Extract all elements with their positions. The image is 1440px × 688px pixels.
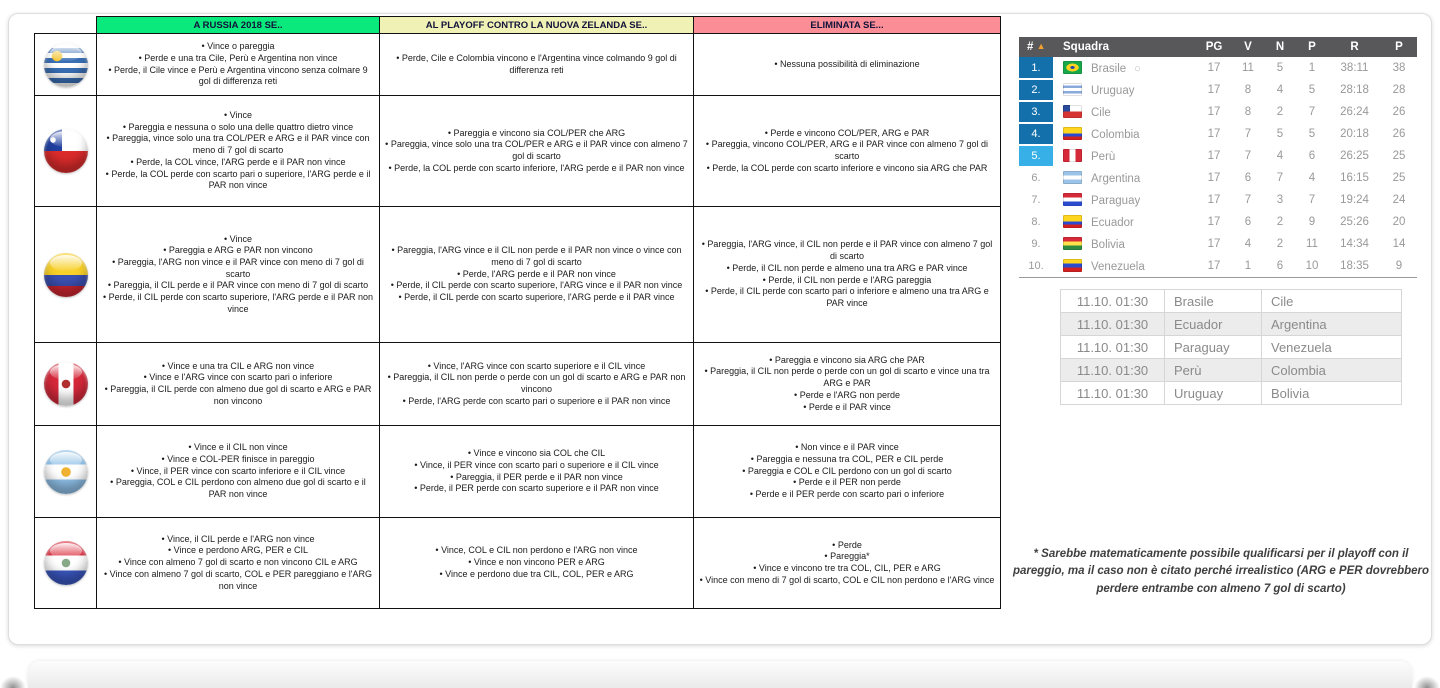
uruguay-flag-icon bbox=[44, 43, 88, 87]
venezuela-flag-icon bbox=[1063, 259, 1082, 272]
team-name: Paraguay bbox=[1091, 195, 1141, 207]
paraguay-flag-icon bbox=[44, 541, 88, 585]
rank-cell: 7. bbox=[1019, 189, 1053, 211]
team-name: Ecuador bbox=[1091, 217, 1134, 229]
fixture-datetime: 11.10. 01:30 bbox=[1061, 382, 1165, 405]
team-name: Colombia bbox=[1091, 129, 1140, 141]
scenario-row-uruguay bbox=[35, 34, 1001, 96]
scenarios-header-row bbox=[35, 17, 1001, 34]
argentina-flag-icon bbox=[1063, 171, 1082, 184]
scenario-row-cile bbox=[35, 96, 1001, 207]
fixture-row bbox=[1061, 313, 1402, 336]
fixture-away-team: Cile bbox=[1262, 290, 1402, 313]
sort-asc-icon: ▲ bbox=[1036, 41, 1046, 51]
uruguay-playoff-conditions: • Perde, Cile e Colombia vincono e l'Argentina vince colmando 9 gol di differenza reti bbox=[380, 34, 694, 96]
fixtures-table bbox=[1060, 289, 1402, 405]
standings-header-row bbox=[1019, 37, 1417, 57]
scenario-row-peru bbox=[35, 343, 1001, 426]
chile-flag-icon bbox=[44, 129, 88, 173]
argentina-russia-conditions: • Vince e il CIL non vince • Vince e COL-PER finisce in pareggio • Vince, il PER vince con scarto inferiore e il CIL vince • Pareggia, COL e CIL perdono con almeno due gol di scarto e il PAR non vince bbox=[97, 426, 380, 518]
paraguay-eliminated-conditions: • Perde • Pareggia* • Vince e vincono tre tra COL, CIL, PER e ARG • Vince con meno di 7 gol di scarto, COL e CIL non perdono e l'ARG vince bbox=[694, 518, 1001, 609]
rank-cell: 1. bbox=[1019, 57, 1053, 79]
team-name: Venezuela bbox=[1091, 260, 1145, 273]
cile-playoff-conditions: • Pareggia e vincono sia COL/PER che ARG • Pareggia, vince solo una tra COL/PER e ARG e il PAR vince con almeno 7 gol di scarto • Perde, la COL perde con scarto inferiore, l'ARG perde e il PAR non vince bbox=[380, 96, 694, 207]
fixture-home-team: Paraguay bbox=[1165, 336, 1262, 359]
fixture-row bbox=[1061, 359, 1402, 382]
scenario-row-argentina bbox=[35, 426, 1001, 518]
fixture-home-team: Ecuador bbox=[1165, 313, 1262, 336]
rank-cell: 2. bbox=[1019, 79, 1053, 101]
wins-header: V bbox=[1232, 37, 1264, 57]
fixture-datetime: 11.10. 01:30 bbox=[1061, 359, 1165, 382]
argentina-eliminated-conditions: • Non vince e il PAR vince • Pareggia e nessuna tra COL, PER e CIL perde • Pareggia e COL e CIL perdono con un gol di scarto • Perde e il PER non perde • Perde e il PER perde con scarto pari o inferiore bbox=[694, 426, 1001, 518]
colombia-flag-icon bbox=[1063, 127, 1082, 140]
standings-row-peru: 5. Perù 17 7 4 6 26:25 25 bbox=[1019, 145, 1417, 167]
fixture-datetime: 11.10. 01:30 bbox=[1061, 313, 1165, 336]
rank-cell: 10. bbox=[1019, 255, 1053, 277]
team-name: Argentina bbox=[1091, 173, 1141, 185]
colombia-flag-icon bbox=[44, 253, 88, 297]
standings-row-argentina: 6. Argentina 17 6 7 4 16:15 25 bbox=[1019, 167, 1417, 189]
rank-cell: 8. bbox=[1019, 211, 1053, 233]
scenario-row-paraguay bbox=[35, 518, 1001, 609]
ecuador-flag-icon bbox=[1063, 215, 1082, 228]
argentina-playoff-conditions: • Vince e vincono sia COL che CIL • Vince, il PER vince con scarto pari o superiore e il CIL vince • Pareggia, il PER perde e il PAR non vince • Perde, il PER perde con scarto superiore e il PAR non vince bbox=[380, 426, 694, 518]
fixture-away-team: Argentina bbox=[1262, 313, 1402, 336]
standings-row-bolivia: 9. Bolivia 17 4 2 11 14:34 14 bbox=[1019, 233, 1417, 255]
header-playoff: AL PLAYOFF CONTRO LA NUOVA ZELANDA SE.. bbox=[380, 17, 694, 34]
footnote: * Sarebbe matematicamente possibile qualificarsi per il playoff con il pareggio, ma il caso non è citato perché irrealistico (ARG e PER dovrebbero perdere entrambe con almeno 7 gol di scarto) bbox=[1012, 548, 1430, 595]
fixture-datetime: 11.10. 01:30 bbox=[1061, 290, 1165, 313]
goals-header: R bbox=[1328, 37, 1381, 57]
uruguay-russia-conditions: • Vince o pareggia • Perde e una tra Cile, Perù e Argentina non vince • Perde, il Cile vince e Perù e Argentina vincono senza colmare 9 gol di differenza reti bbox=[97, 34, 380, 96]
uruguay-flag-icon bbox=[1063, 83, 1082, 96]
scenario-row-colombia bbox=[35, 207, 1001, 343]
team-name: Bolivia bbox=[1091, 239, 1125, 251]
fixture-away-team: Venezuela bbox=[1262, 336, 1402, 359]
rank-sort-header[interactable]: # ▲ bbox=[1019, 37, 1053, 57]
header-eliminated: ELIMINATA SE... bbox=[694, 17, 1001, 34]
rank-cell: 6. bbox=[1019, 167, 1053, 189]
fixture-row bbox=[1061, 382, 1402, 405]
peru-flag-icon bbox=[1063, 149, 1082, 162]
standings-row-cile: 3. Cile 17 8 2 7 26:24 26 bbox=[1019, 101, 1417, 123]
peru-playoff-conditions: • Vince, l'ARG vince con scarto superiore e il CIL vince • Pareggia, il CIL non perde o perde con un gol di scarto e ARG e PAR non vincono • Perde, l'ARG perde con scarto pari o superiore e il PAR non vince bbox=[380, 343, 694, 426]
content-card bbox=[8, 13, 1432, 645]
played-header: PG bbox=[1196, 37, 1232, 57]
fixture-home-team: Perù bbox=[1165, 359, 1262, 382]
fixture-away-team: Bolivia bbox=[1262, 382, 1402, 405]
team-name: Uruguay bbox=[1091, 85, 1135, 97]
standings-row-ecuador: 8. Ecuador 17 6 2 9 25:26 20 bbox=[1019, 211, 1417, 233]
brasile-flag-icon bbox=[1063, 61, 1082, 74]
qualified-icon: ○ bbox=[1134, 63, 1141, 75]
draws-header: N bbox=[1264, 37, 1296, 57]
next-card-strip bbox=[28, 661, 1412, 688]
standings-row-colombia: 4. Colombia 17 7 5 5 20:18 26 bbox=[1019, 123, 1417, 145]
losses-header: P bbox=[1296, 37, 1328, 57]
fixture-home-team: Uruguay bbox=[1165, 382, 1262, 405]
corner-cell bbox=[35, 17, 97, 34]
qualification-scenarios-table bbox=[34, 16, 1000, 609]
uruguay-eliminated-conditions: • Nessuna possibilità di eliminazione bbox=[694, 34, 1001, 96]
standings-row-uruguay: 2. Uruguay 17 8 4 5 28:18 28 bbox=[1019, 79, 1417, 101]
fixture-away-team: Colombia bbox=[1262, 359, 1402, 382]
standings-table bbox=[1019, 37, 1417, 278]
fixture-row bbox=[1061, 336, 1402, 359]
standings-row-venezuela: 10. Venezuela 17 1 6 10 18:35 9 bbox=[1019, 255, 1417, 277]
peru-flag-icon bbox=[44, 362, 88, 406]
paraguay-flag-icon bbox=[1063, 193, 1082, 206]
team-name: Cile bbox=[1091, 107, 1111, 119]
cile-russia-conditions: • Vince • Pareggia e nessuna o solo una delle quattro dietro vince • Pareggia, vince solo una tra COL/PER e ARG e il PAR vince con meno di 7 gol di scarto • Perde, la COL vince, l'ARG perde e il PAR non vince • Perde, la COL perde con scarto pari o superiore, l'ARG perde e il PAR non vince bbox=[97, 96, 380, 207]
points-header: P bbox=[1381, 37, 1417, 57]
peru-eliminated-conditions: • Pareggia e vincono sia ARG che PAR • Pareggia, il CIL non perde o perde con un gol di scarto e vince una tra ARG e PAR • Perde e l'ARG non perde • Perde e il PAR vince bbox=[694, 343, 1001, 426]
colombia-eliminated-conditions: • Pareggia, l'ARG vince, il CIL non perde e il PAR vince con almeno 7 gol di scarto • Perde, il CIL non perde e almeno una tra ARG e PAR vince • Perde, il CIL non perde e l'ARG pareggia • Perde, il CIL perde con scarto pari o inferiore e almeno una tra ARG e PAR vince bbox=[694, 207, 1001, 343]
colombia-russia-conditions: • Vince • Pareggia e ARG e PAR non vincono • Pareggia, l'ARG non vince e il PAR vince con meno di 7 gol di scarto • Pareggia, il CIL perde e il PAR vince con meno di 7 gol di scarto • Perde, il CIL perde con scarto superiore, l'ARG perde e il PAR non vince bbox=[97, 207, 380, 343]
bolivia-flag-icon bbox=[1063, 237, 1082, 250]
standings-row-paraguay: 7. Paraguay 17 7 3 7 19:24 24 bbox=[1019, 189, 1417, 211]
team-header: Squadra bbox=[1053, 37, 1196, 57]
header-russia-2018: A RUSSIA 2018 SE.. bbox=[97, 17, 380, 34]
argentina-flag-icon bbox=[44, 450, 88, 494]
standings-row-brasile: 1. Brasile ○ 17 11 5 1 38:11 38 bbox=[1019, 57, 1417, 79]
team-name: Perù bbox=[1091, 151, 1116, 163]
paraguay-russia-conditions: • Vince, il CIL perde e l'ARG non vince • Vince e perdono ARG, PER e CIL • Vince con almeno 7 gol di scarto e non vincono CIL e ARG • Vince con almeno 7 gol di scarto, COL e PER pareggiano e l'ARG non vince bbox=[97, 518, 380, 609]
fixture-row bbox=[1061, 290, 1402, 313]
fixture-datetime: 11.10. 01:30 bbox=[1061, 336, 1165, 359]
rank-cell: 9. bbox=[1019, 233, 1053, 255]
colombia-playoff-conditions: • Pareggia, l'ARG vince e il CIL non perde e il PAR non vince o vince con meno di 7 gol di scarto • Perde, l'ARG perde e il PAR non vince • Perde, il CIL perde con scarto superiore, l'ARG vince e il PAR non vince • Perde, il CIL perde con scarto superiore, l'ARG perde e il PAR vince bbox=[380, 207, 694, 343]
cile-flag-icon bbox=[1063, 105, 1082, 118]
fixture-home-team: Brasile bbox=[1165, 290, 1262, 313]
peru-russia-conditions: • Vince e una tra CIL e ARG non vince • Vince e l'ARG vince con scarto pari o inferiore • Pareggia, il CIL perde con almeno due gol di scarto e ARG e PAR non vincono bbox=[97, 343, 380, 426]
paraguay-playoff-conditions: • Vince, COL e CIL non perdono e l'ARG non vince • Vince e non vincono PER e ARG • Vince e perdono due tra CIL, COL, PER e ARG bbox=[380, 518, 694, 609]
cile-eliminated-conditions: • Perde e vincono COL/PER, ARG e PAR • Pareggia, vincono COL/PER, ARG e il PAR vince con almeno 7 gol di scarto • Perde, la COL perde con scarto inferiore e vincono sia ARG che PAR bbox=[694, 96, 1001, 207]
rank-cell: 5. bbox=[1019, 145, 1053, 167]
rank-cell: 4. bbox=[1019, 123, 1053, 145]
rank-cell: 3. bbox=[1019, 101, 1053, 123]
team-name: Brasile bbox=[1091, 63, 1127, 75]
